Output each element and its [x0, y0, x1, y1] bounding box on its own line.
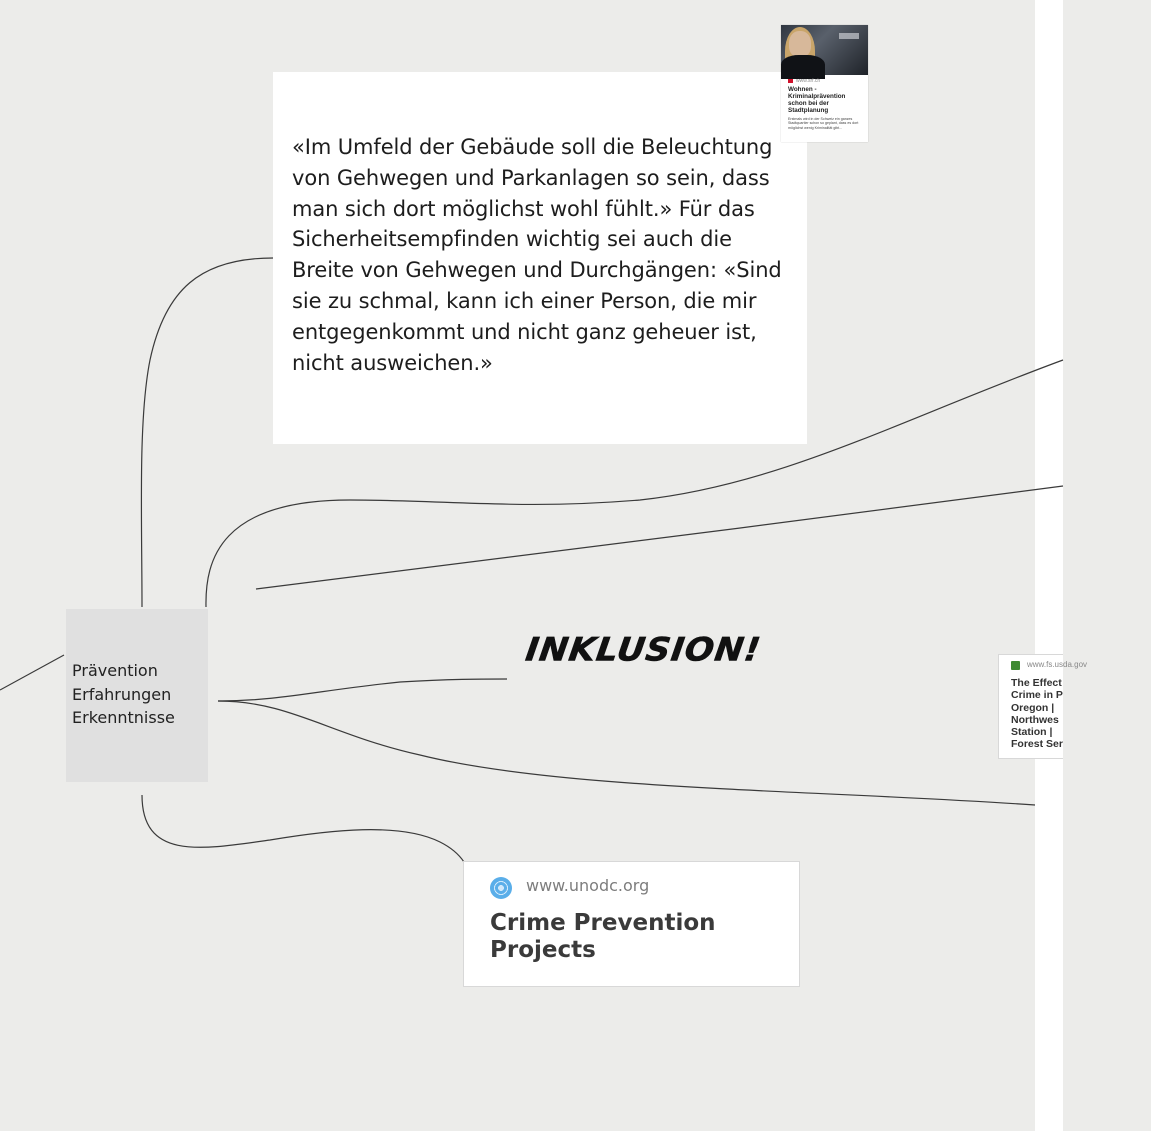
forest-service-icon [1011, 661, 1020, 670]
link-title: The Effect Crime in P Oregon | Northwes Station | Forest Ser [1011, 677, 1063, 751]
quote-card[interactable] [273, 72, 807, 444]
side-panel-edge [1035, 0, 1063, 1131]
connector-long-diagonal [256, 486, 1063, 589]
link-domain: www.unodc.org [526, 876, 650, 895]
quote-text: «Im Umfeld der Gebäude soll die Beleuchtung von Gehwegen und Parkanlagen so sein, dass man sich dort möglichst wohl fühlt.» Für das Sicherheitsempfinden wichtig sei auch die Breite von Gehwegen und Durchgängen: «Sind sie zu schmal, kann ich einer Person, die mir entgegenkommt und nicht ganz geheuer ist, nicht ausweichen.» [292, 135, 782, 375]
mindmap-node[interactable] [66, 609, 208, 782]
connector-node-to-inklusion [218, 679, 507, 701]
link-title: Crime Prevention Projects [490, 910, 716, 963]
article-title: Wohnen - Kriminalprävention schon bei der Stadtplanung [788, 86, 846, 114]
article-description: Erstmals wird in der Schweiz ein ganzes Stadtquartier schon so geplant, dass es dort möglichst wenig Kriminalität gibt... [788, 117, 859, 130]
article-preview-card[interactable] [781, 25, 868, 142]
source-flag-icon [788, 79, 793, 83]
connector-node-to-quote [141, 258, 273, 607]
link-card-forest-service[interactable] [998, 654, 1088, 759]
inklusion-annotation[interactable]: INKLUSION! [523, 631, 764, 669]
un-globe-icon [490, 877, 512, 899]
article-source: www.srf.ch [788, 78, 820, 84]
link-domain: www.fs.usda.gov [1027, 660, 1088, 669]
connector-node-to-link-card [142, 795, 464, 862]
article-thumbnail [781, 25, 868, 75]
link-card-unodc[interactable] [463, 861, 800, 987]
connector-node-to-right-card [218, 701, 1035, 805]
node-label: Prävention Erfahrungen Erkenntnisse [72, 661, 175, 727]
connector-left-into-node [0, 655, 64, 690]
